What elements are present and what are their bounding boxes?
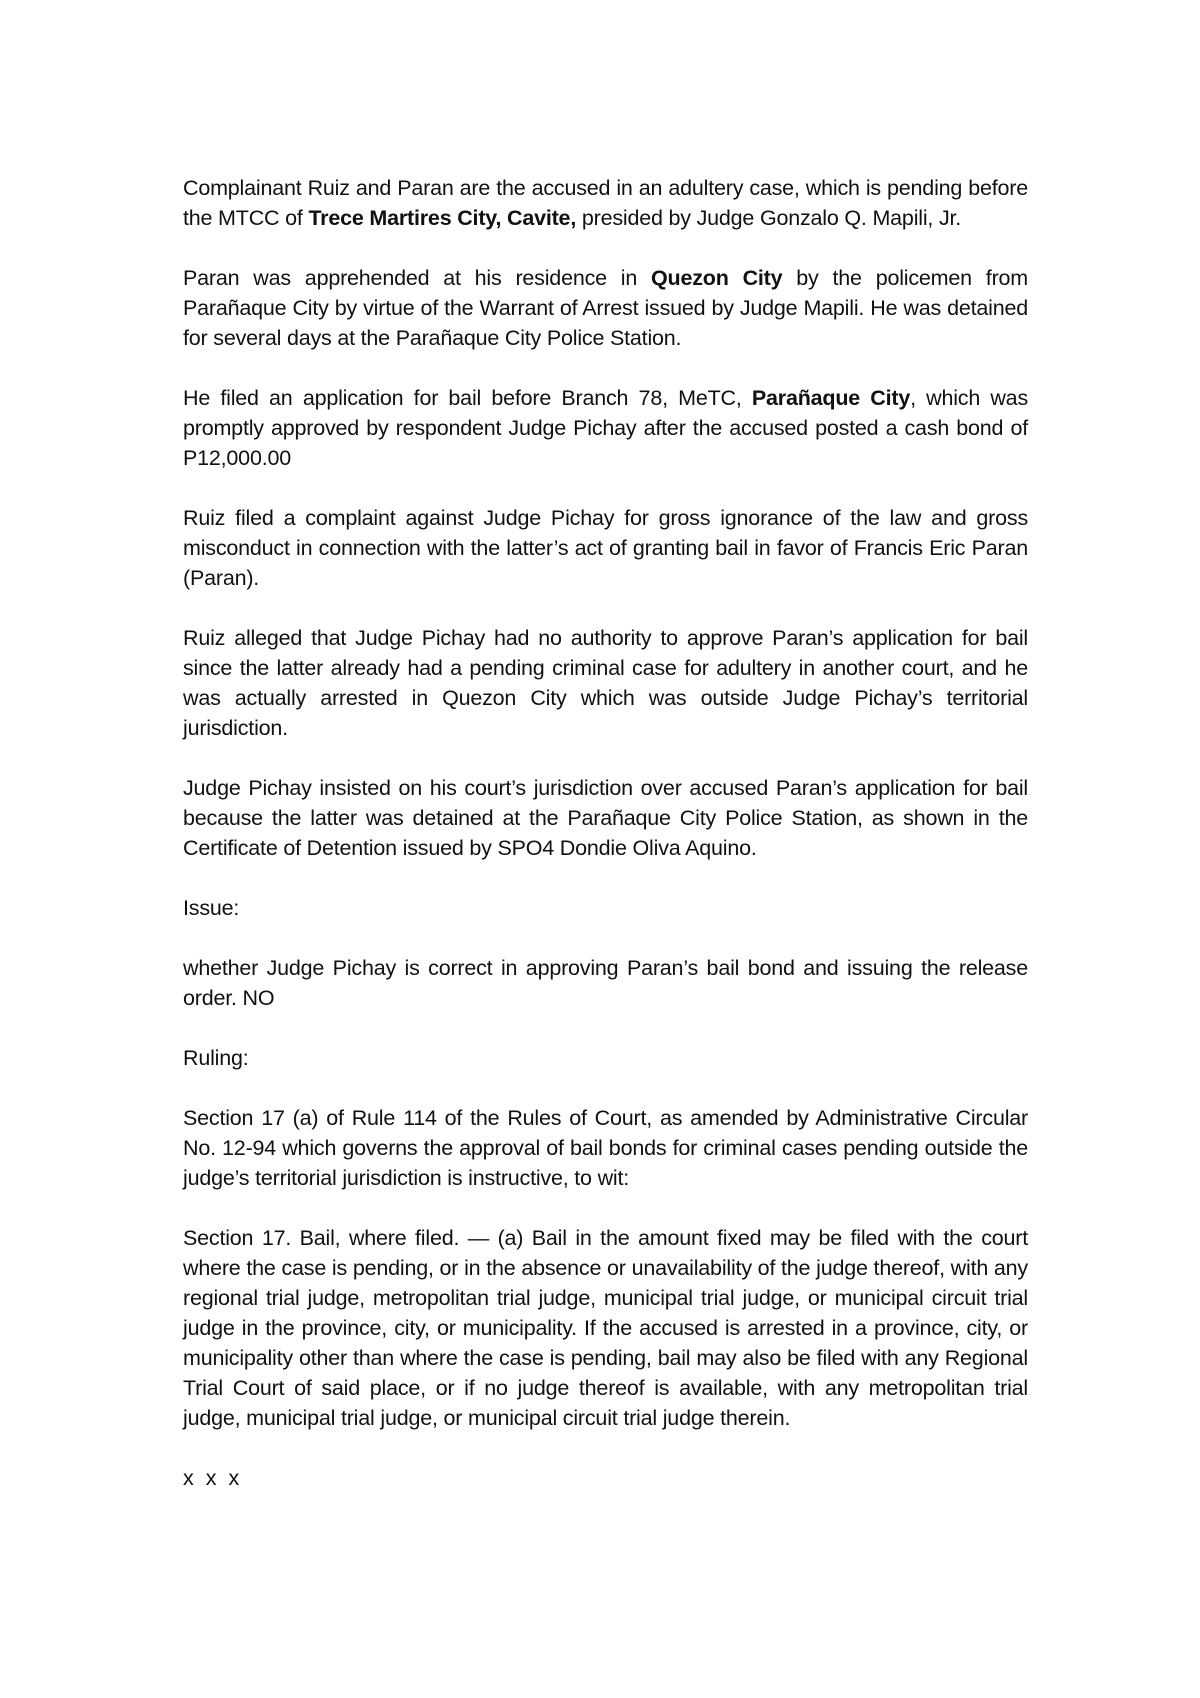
paragraph-facts-5: Ruiz alleged that Judge Pichay had no authority to approve Paran’s application for bail since the latter already had a pending criminal case for adultery in another court, and he was actually arrested in Quezon City which was outside Judge Pichay’s territorial jurisdiction.: [183, 626, 1028, 740]
paragraph-facts-6: Judge Pichay insisted on his court’s jurisdiction over accused Paran’s application for bail because the latter was detained at the Parañaque City Police Station, as shown in the Certificate of Detention issued by SPO4 Dondie Oliva Aquino.: [183, 776, 1028, 860]
ruling-paragraph-1: Section 17 (a) of Rule 114 of the Rules of Court, as amended by Administrative Circular No. 12-94 which governs the approval of bail bonds for criminal cases pending outside the judge’s territorial jurisdiction is instructive, to wit:: [183, 1106, 1028, 1190]
p3-text-a: He filed an application for bail before Branch 78, MeTC,: [183, 386, 752, 410]
issue-heading: Issue:: [183, 896, 240, 920]
ellipsis-marker: x x x: [183, 1466, 243, 1490]
paragraph-facts-1: [183, 173, 1028, 233]
p3-bold-place: Parañaque City: [751, 386, 911, 410]
p2-bold-place: Quezon City: [651, 266, 783, 290]
paragraph-facts-2: [183, 263, 1028, 353]
paragraph-facts-3: [183, 383, 1028, 473]
paragraph-facts-4: Ruiz filed a complaint against Judge Pichay for gross ignorance of the law and gross misconduct in connection with the latter’s act of granting bail in favor of Francis Eric Paran (Paran).: [183, 506, 1028, 590]
ruling-quoted-section: Section 17. Bail, where filed. — (a) Bail in the amount fixed may be filed with the court where the case is pending, or in the absence or unavailability of the judge thereof, with any regional trial judge, metropolitan trial judge, municipal trial judge, or municipal circuit trial judge in the province, city, or municipality. If the accused is arrested in a province, city, or municipality other than where the case is pending, bail may also be filed with any Regional Trial Court of said place, or if no judge thereof is available, with any metropolitan trial judge, municipal trial judge, or municipal circuit trial judge therein.: [183, 1226, 1028, 1430]
document-body: [183, 173, 1028, 1523]
p3-text-b: , which was promptly approved by respondent Judge Pichay after the accused posted a cash bond of P12,000.00: [183, 386, 1028, 470]
p1-text-a: Complainant Ruiz and Paran are the accused in an adultery case, which is pending before the MTCC of: [183, 176, 1028, 230]
ruling-heading: Ruling:: [183, 1046, 249, 1070]
p1-bold-place: Trece Martires City, Cavite,: [308, 206, 577, 230]
p2-text-a: Paran was apprehended at his residence in: [183, 266, 652, 290]
p2-text-b: by the policemen from Parañaque City by virtue of the Warrant of Arrest issued by Judge Mapili. He was detained for several days at the Parañaque City Police Station.: [183, 266, 1028, 350]
p1-text-b: presided by Judge Gonzalo Q. Mapili, Jr.: [576, 206, 962, 230]
issue-text: whether Judge Pichay is correct in approving Paran’s bail bond and issuing the release order. NO: [183, 956, 1028, 1010]
